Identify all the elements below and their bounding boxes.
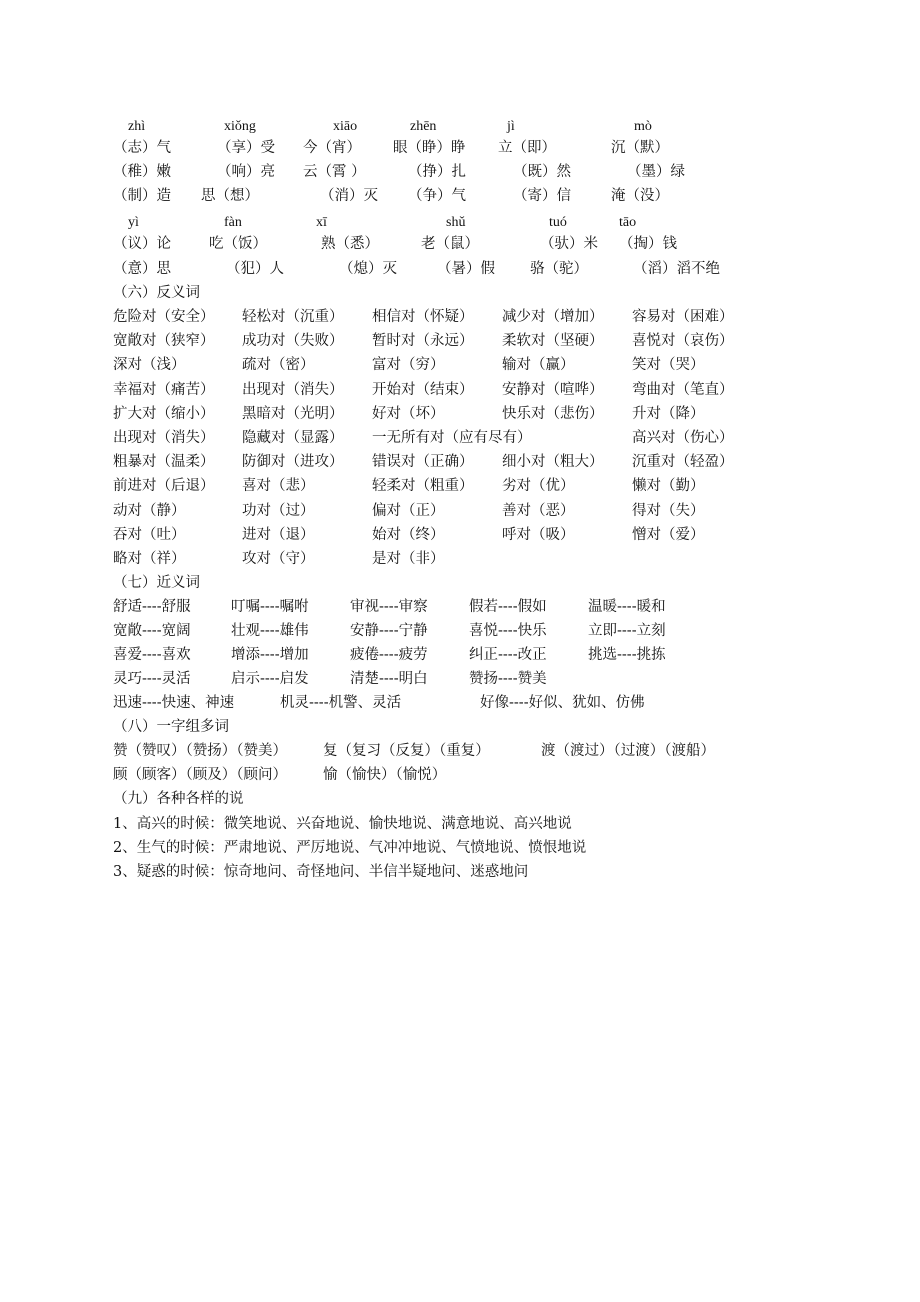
pinyin-word-line [0,185,920,207]
antonym-pair: 幸福对（痛苦） [113,381,215,398]
antonym-pair: 攻对（守） [242,551,315,567]
antonym-pair: 轻松对（沉重） [242,309,344,325]
antonym-pair: 动对（静） [113,502,186,519]
section-heading-row [0,572,920,594]
antonym-pair: 出现对（消失） [113,430,215,446]
synonym-pair: 温暖----暖和 [588,599,666,615]
saying-text: 2、生气的时候：严肃地说、严厉地说、气冲冲地说、气愤地说、愤恨地说 [113,840,587,856]
pinyin: xī [316,215,327,230]
word-entry: （挣）扎 [408,164,466,180]
word-entry: 思（想） [201,188,259,204]
antonym-pair: 容易对（困难） [632,309,734,325]
antonym-pair: 呼对（吸） [502,526,575,543]
section-heading: （八）一字组多词 [113,719,229,735]
multi-word-entry: 愉（愉快）（愉悦） [323,767,447,783]
word-entry: （既）然 [513,164,571,180]
word-entry: （响）亮 [217,164,275,180]
synonym-row [0,668,920,690]
section-heading-row [0,282,920,304]
antonym-pair: 粗暴对（温柔） [113,454,215,471]
pinyin-word-line [0,233,920,255]
synonym-pair: 清楚----明白 [350,671,428,687]
synonym-pair: 假若----假如 [469,599,547,615]
word-entry: （制）造 [113,188,171,204]
antonym-pair: 开始对（结束） [372,381,474,398]
saying-line [0,813,920,835]
synonym-pair: 疲倦----疲劳 [350,647,428,663]
synonym-pair: 迅速----快速、神速 [113,695,235,711]
synonym-row [0,620,920,642]
antonym-pair: 宽敞对（狭窄） [113,333,215,350]
multi-word-entry: 顾（顾客）（顾及）（顾问） [113,767,287,783]
synonym-pair: 增添----增加 [231,647,309,663]
antonym-pair: 安静对（喧哗） [502,381,604,398]
synonym-pair: 叮嘱----嘱咐 [231,599,309,615]
antonym-pair: 隐藏对（显露） [242,430,344,446]
word-entry: （意）思 [113,261,171,277]
pinyin-word-line [0,137,920,159]
word-entry: （犯）人 [226,261,284,277]
antonym-row [0,475,920,497]
antonym-pair: 输对（赢） [502,357,575,374]
word-entry: （争）气 [408,188,466,204]
synonym-pair: 立即----立刻 [588,623,666,639]
antonym-pair: 偏对（正） [372,502,445,519]
antonym-row [0,548,920,570]
pinyin: xiǒng [224,119,256,134]
antonym-pair: 成功对（失败） [242,333,344,350]
antonym-pair: 出现对（消失） [242,381,344,398]
antonym-pair: 黑暗对（光明） [242,405,344,422]
synonym-pair: 审视----审察 [350,599,428,615]
antonym-pair: 沉重对（轻盈） [632,454,734,471]
word-entry: 骆（驼） [530,261,588,277]
synonym-pair: 灵巧----灵活 [113,671,191,687]
word-entry: （议）论 [113,236,171,252]
antonym-pair: 笑对（哭） [632,357,705,374]
synonym-pair: 壮观----雄伟 [231,623,309,639]
word-entry: 老（鼠） [421,236,479,252]
antonym-pair: 弯曲对（笔直） [632,381,734,398]
word-entry: 今（宵） [303,140,361,156]
word-entry: （寄）信 [513,188,571,204]
pinyin: zhì [128,119,146,134]
word-entry: 淹（没） [611,188,669,204]
antonym-pair: 防御对（进攻） [242,454,344,471]
antonym-row [0,330,920,352]
saying-text: 3、疑惑的时候：惊奇地问、奇怪地问、半信半疑地问、迷惑地问 [113,864,529,880]
section-heading: （六）反义词 [113,285,200,301]
word-entry: （享）受 [217,140,275,156]
saying-text: 1、高兴的时候：微笑地说、兴奋地说、愉快地说、满意地说、高兴地说 [113,816,572,832]
word-entry: （志）气 [113,140,171,156]
pinyin-row [0,212,920,234]
word-entry: 云（霄 ） [303,164,366,180]
word-entry: （滔）滔不绝 [633,261,720,277]
word-entry: （稚）嫩 [113,164,171,180]
word-entry: 眼（睁）睁 [393,140,466,156]
antonym-pair: 深对（浅） [113,357,186,374]
section-heading: （七）近义词 [113,575,200,591]
word-entry: （墨）绿 [627,164,685,180]
antonym-pair: 吞对（吐） [113,526,186,543]
antonym-pair: 扩大对（缩小） [113,405,215,422]
antonym-pair: 得对（失） [632,502,705,519]
synonym-row [0,596,920,618]
antonym-row [0,379,920,401]
synonym-pair: 纠正----改正 [469,647,547,663]
section-heading-row [0,716,920,738]
pinyin: shǔ [446,215,466,230]
pinyin: xiāo [333,119,358,134]
word-entry: （熄）灭 [339,261,397,277]
word-entry: （消）灭 [320,188,378,204]
pinyin: zhēn [410,119,437,134]
antonym-row [0,403,920,425]
antonym-pair: 劣对（优） [502,478,575,495]
antonym-pair: 喜对（悲） [242,478,315,495]
word-entry: （驮）米 [540,236,598,252]
word-entry: 立（即） [498,140,556,156]
antonym-pair: 憎对（爱） [632,526,705,543]
synonym-pair: 挑选----挑拣 [588,647,666,663]
word-entry: （暑）假 [437,261,495,277]
multi-word-row [0,764,920,786]
antonym-pair: 轻柔对（粗重） [372,478,474,495]
word-entry: 熟（悉） [321,236,379,252]
pinyin-word-line [0,161,920,183]
word-entry: 沉（默） [611,140,669,156]
antonym-pair: 疏对（密） [242,357,315,374]
pinyin: yì [128,215,139,230]
antonym-pair: 好对（坏） [372,405,445,422]
antonym-pair: 略对（祥） [113,551,186,567]
word-entry: 吃（饭） [209,236,267,252]
multi-word-entry: 赞（赞叹）（赞扬）（赞美） [113,743,287,759]
antonym-pair: 功对（过） [242,502,315,519]
antonym-pair: 相信对（怀疑） [372,309,474,325]
antonym-pair: 快乐对（悲伤） [502,405,604,422]
antonym-row [0,354,920,376]
synonym-pair: 喜悦----快乐 [469,623,547,639]
antonym-row [0,306,920,328]
synonym-pair: 舒适----舒服 [113,599,191,615]
antonym-pair: 始对（终） [372,526,445,543]
antonym-pair: 是对（非） [372,551,445,567]
saying-line [0,837,920,859]
antonym-pair: 喜悦对（哀伤） [632,333,734,350]
synonym-row [0,692,920,714]
antonym-row [0,524,920,546]
pinyin-row [0,116,920,138]
antonym-pair: 减少对（增加） [502,309,604,325]
pinyin: tuó [549,215,567,230]
antonym-pair: 高兴对（伤心） [632,430,734,446]
synonym-pair: 好像----好似、犹如、仿佛 [480,695,645,711]
antonym-row [0,451,920,473]
saying-line [0,861,920,883]
antonym-pair: 危险对（安全） [113,309,215,325]
antonym-pair: 前进对（后退） [113,478,215,495]
synonym-row [0,644,920,666]
antonym-row [0,500,920,522]
synonym-pair: 启示----启发 [231,671,309,687]
antonym-pair: 细小对（粗大） [502,454,604,471]
section-heading: （九）各种各样的说 [113,791,244,807]
synonym-pair: 安静----宁静 [350,623,428,639]
antonym-pair: 暂时对（永远） [372,333,474,350]
pinyin-word-line [0,258,920,280]
pinyin: jì [507,119,515,134]
antonym-pair: 升对（降） [632,405,705,422]
antonym-row [0,427,920,449]
pinyin: fàn [224,215,242,230]
antonym-pair: 柔软对（坚硬） [502,333,604,350]
synonym-pair: 赞扬----赞美 [469,671,547,687]
section-heading-row [0,788,920,810]
multi-word-entry: 渡（渡过）（过渡）（渡船） [541,743,715,759]
antonym-pair: 进对（退） [242,526,315,543]
pinyin: mò [634,119,652,134]
synonym-pair: 宽敞----宽阔 [113,623,191,639]
antonym-pair: 一无所有对（应有尽有） [372,430,532,446]
antonym-pair: 富对（穷） [372,357,445,374]
antonym-pair: 善对（恶） [502,502,575,519]
antonym-pair: 懒对（勤） [632,478,705,495]
antonym-pair: 错误对（正确） [372,454,474,471]
word-entry: （掏）钱 [619,236,677,252]
multi-word-entry: 复（复习（反复）（重复） [323,743,490,759]
multi-word-row [0,740,920,762]
synonym-pair: 喜爱----喜欢 [113,647,191,663]
synonym-pair: 机灵----机警、灵活 [280,695,402,711]
pinyin: tāo [619,215,637,230]
